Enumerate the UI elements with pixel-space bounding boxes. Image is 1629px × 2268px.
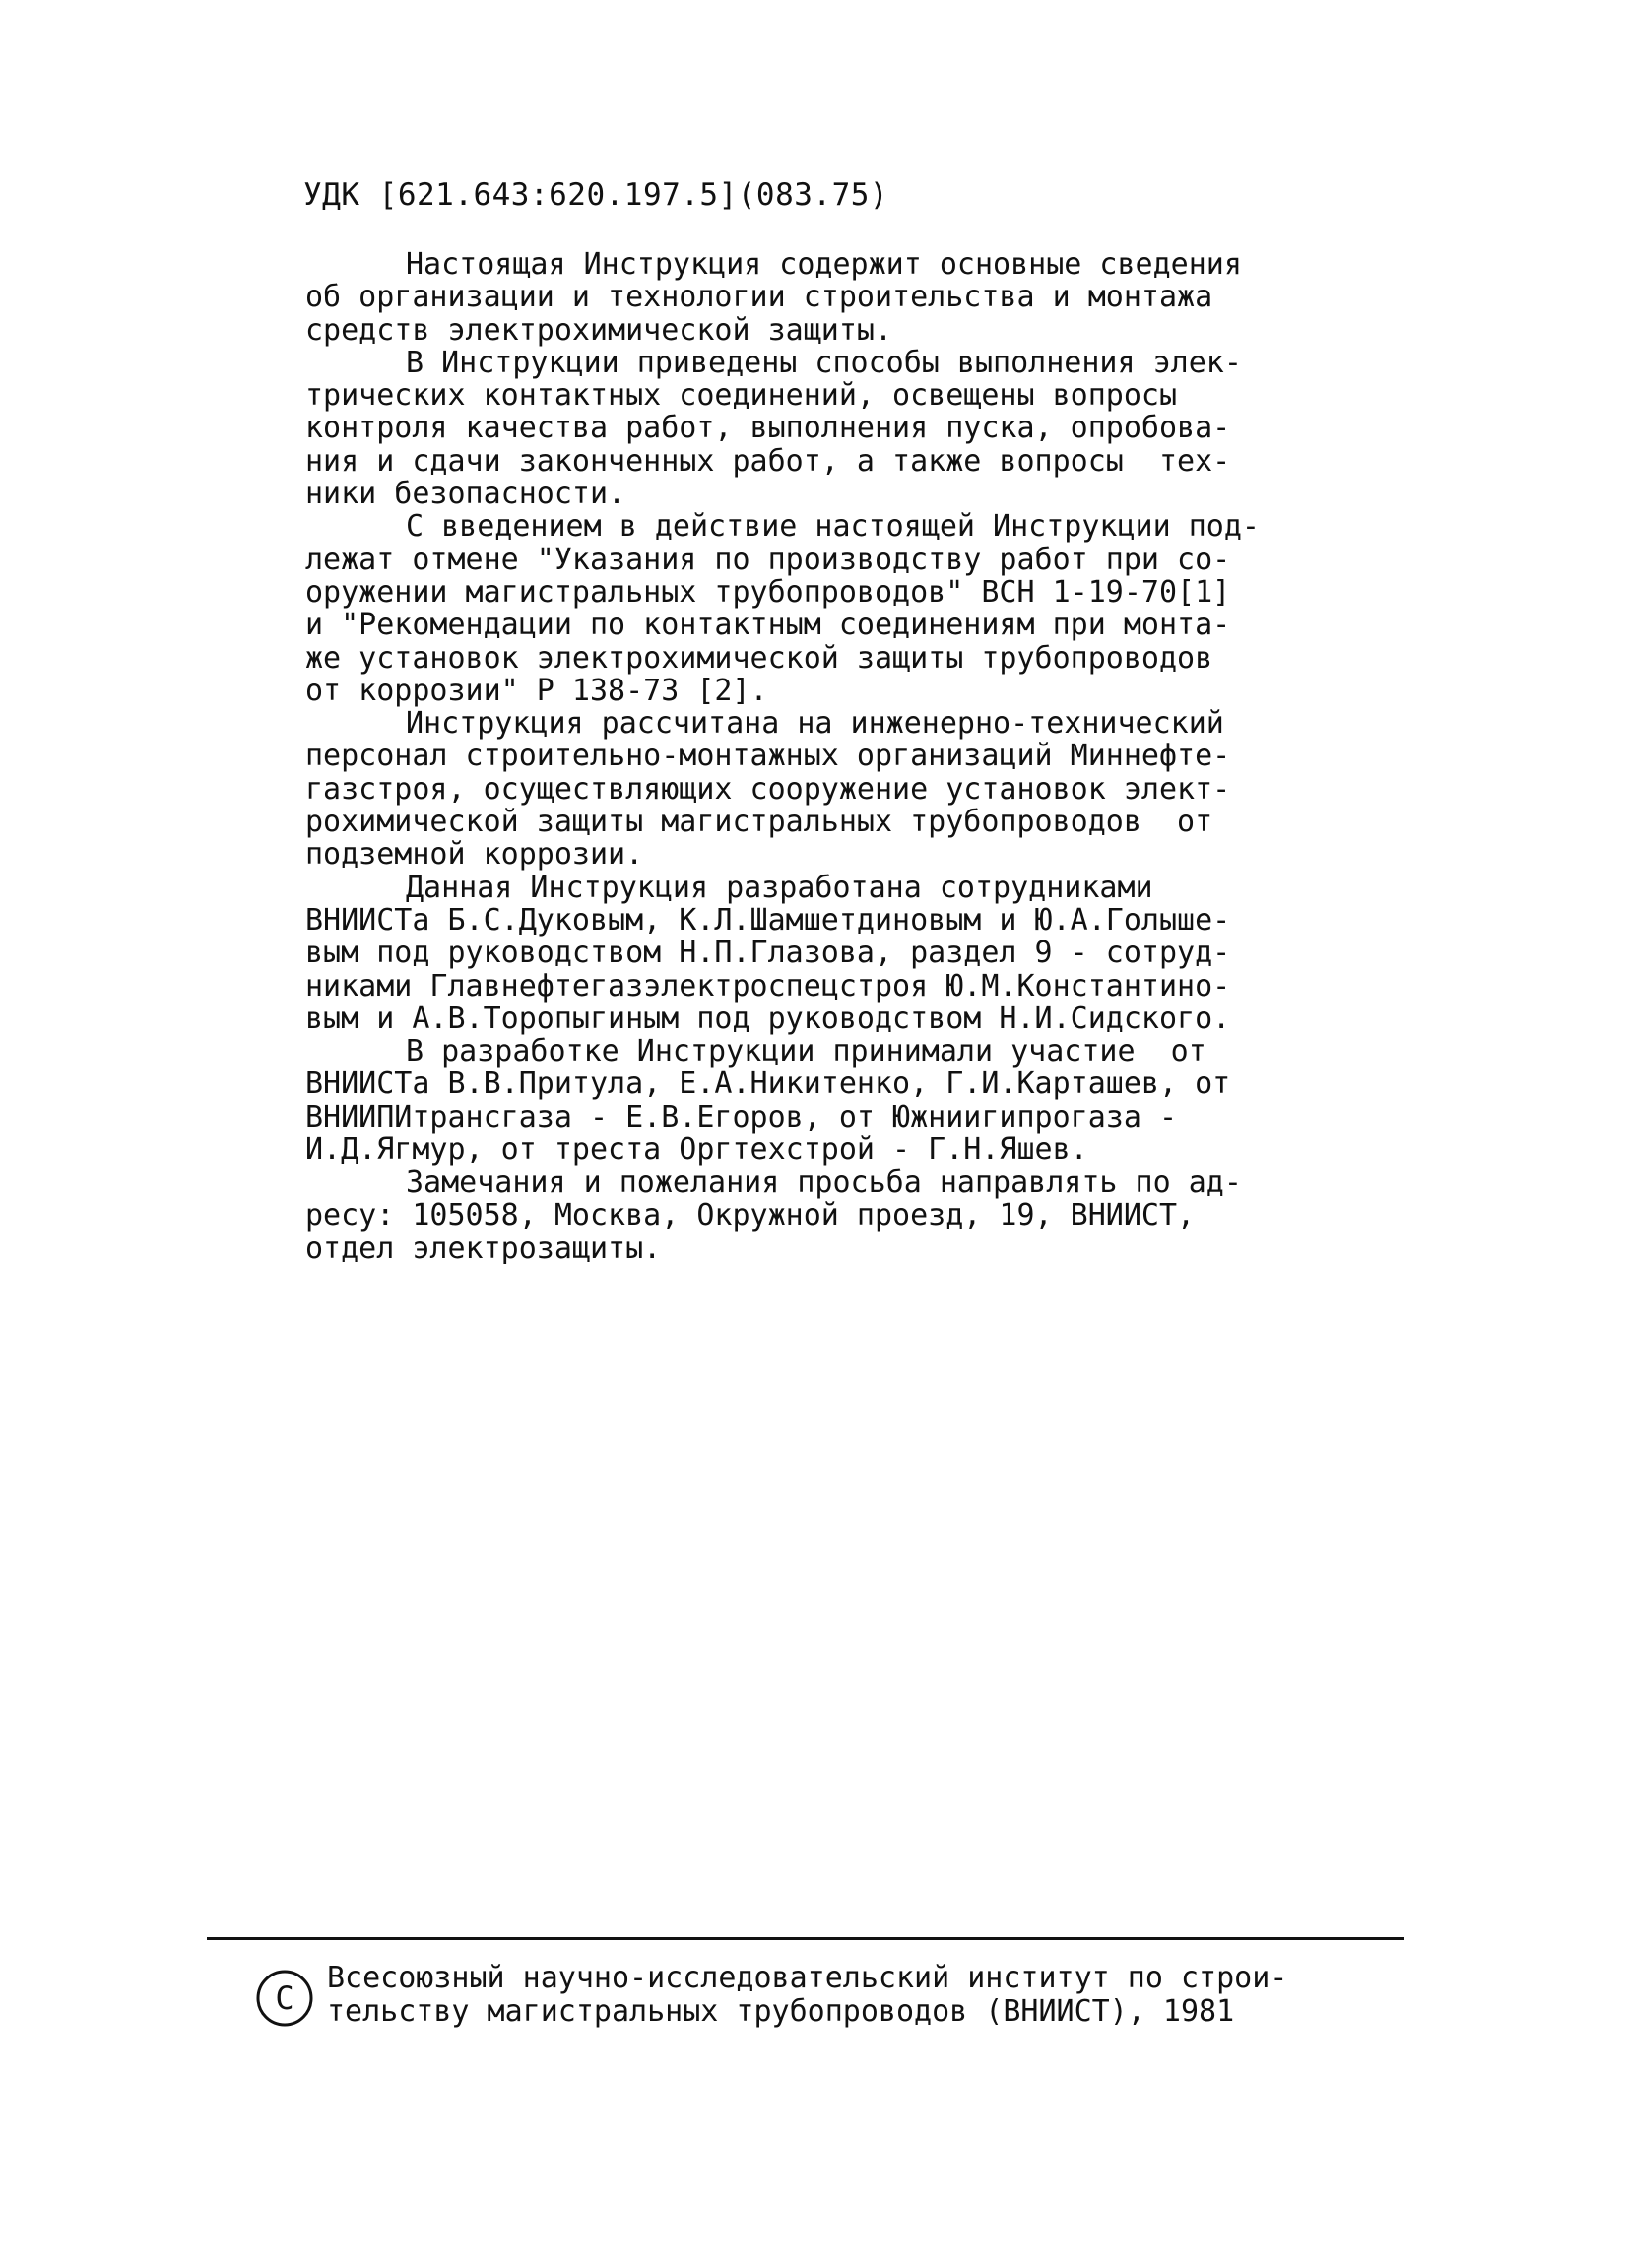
text-line: Инструкция рассчитана на инженерно-технический [406,706,1224,742]
text-line: оружении магистральных трубопроводов" ВСН 1-19-70[1] [305,574,1231,610]
text-line: ВНИИСТа В.В.Притула, Е.А.Никитенко, Г.И.Карташев, от [305,1067,1231,1102]
text-line: отдел электрозащиты. [305,1230,662,1265]
paragraph-feedback [305,1166,1408,1264]
text-line: ВНИИПИтрансгаза - Е.В.Егоров, от Южниигипрогаза - [305,1099,1178,1134]
text-line: трических контактных соединений, освещены вопросы [305,378,1178,414]
paragraph-contents [305,347,1408,510]
text-line: лежат отмене "Указания по производству работ при со- [305,542,1231,577]
paragraph-audience [305,707,1408,871]
text-line: и "Рекомендации по контактным соединениям при монта- [305,608,1231,643]
paragraph-intro [305,248,1408,347]
paragraph-contributors [305,1035,1408,1166]
text-line: В Инструкции приведены способы выполнения элек- [406,345,1242,380]
copyright-line: тельству магистральных трубопроводов (ВНИИСТ), 1981 [327,1994,1235,2029]
text-line: ресу: 105058, Москва, Окружной проезд, 19, ВНИИСТ, [305,1198,1196,1233]
paragraph-superseded [305,510,1408,707]
text-line: вым под руководством Н.П.Глазова, раздел 9 - сотруд- [305,936,1231,971]
text-line: ВНИИСТа Б.С.Дуковым, К.Л.Шамшетдиновым и Ю.А.Голыше- [305,902,1231,938]
udk-code: УДК [621.643:620.197.5](083.75) [303,177,889,213]
text-line: Настоящая Инструкция содержит основные сведения [406,247,1242,282]
copyright-text [327,1962,1287,2029]
text-line: И.Д.Ягмур, от треста Оргтехстрой - Г.Н.Яшев. [305,1133,1088,1168]
text-line: вым и А.В.Торопыгиным под руководством Н.И.Сидского. [305,1001,1231,1036]
svg-text:C: C [275,1979,294,2017]
text-line: С введением в действие настоящей Инструкции под- [406,509,1260,545]
text-line: персонал строительно-монтажных организаций Миннефте- [305,739,1231,774]
text-line: контроля качества работ, выполнения пуска, опробова- [305,411,1231,446]
paragraph-authors [305,872,1408,1035]
text-line: ники безопасности. [305,477,626,512]
text-line: от коррозии" Р 138-73 [2]. [305,673,768,708]
text-line: газстроя, осуществляющих сооружение установок элект- [305,771,1231,807]
copyright-icon [254,1968,315,2029]
text-line: ния и сдачи законченных работ, а также вопросы тех- [305,443,1231,479]
text-line: Данная Инструкция разработана сотрудниками [406,870,1153,905]
copyright-line: Всесоюзный научно-исследовательский институт по строи- [327,1961,1288,1995]
text-line: же установок электрохимической защиты трубопроводов [305,640,1213,676]
text-line: подземной коррозии. [305,837,644,873]
text-line: средств электрохимической защиты. [305,312,893,348]
text-line: Замечания и пожелания просьба направлять по ад- [406,1165,1242,1200]
text-line: об организации и технологии строительства и монтажа [305,280,1213,315]
footer-divider [207,1937,1404,1940]
copyright-notice [254,1962,1436,2070]
text-line: рохимической защиты магистральных трубопроводов от [305,805,1213,840]
text-line: никами Главнефтегазэлектроспецстроя Ю.М.Константино- [305,968,1231,1004]
document-body [305,248,1408,1264]
text-line: В разработке Инструкции принимали участие от [406,1034,1206,1069]
